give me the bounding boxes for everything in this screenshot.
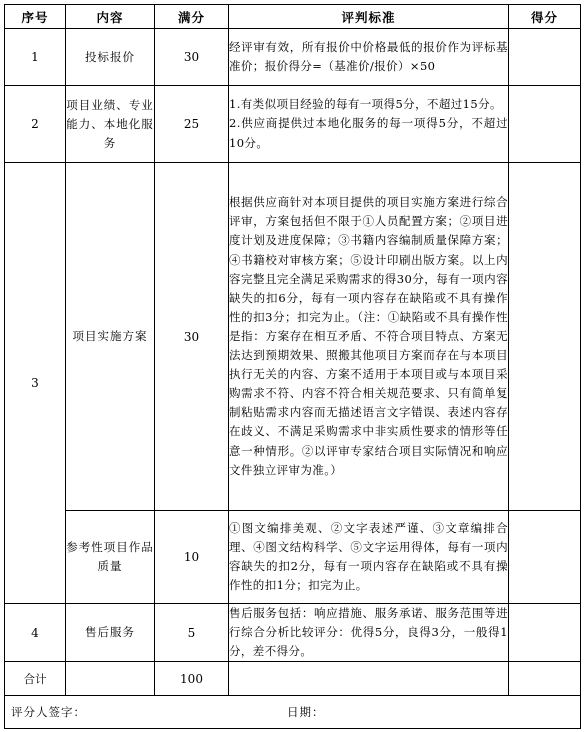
signature-row <box>5 696 581 729</box>
row-content: 项目业绩、专业能力、本地化服务 <box>66 86 155 163</box>
row-criteria: 售后服务包括：响应措施、服务承诺、服务范围等进行综合分析比较评分：优得5分，良得3分，一般得1分，差不得分。 <box>229 604 509 662</box>
row-content: 参考性项目作品质量 <box>66 511 155 604</box>
row-content: 项目实施方案 <box>66 163 155 511</box>
row-criteria <box>229 86 509 163</box>
row-full-score: 5 <box>155 604 229 662</box>
header-row <box>5 5 581 29</box>
total-score-cell[interactable] <box>509 662 581 696</box>
table-row <box>5 86 581 163</box>
row-criteria: ①图文编排美观、②文字表述严谨、③文章编排合理、④图文结构科学、⑤文字运用得体，每有一项内容缺失的扣2分，每有一项内容存在缺陷或不具有操作性的扣1分；扣完为止。 <box>229 511 509 604</box>
row-full-score: 30 <box>155 163 229 511</box>
row-content: 售后服务 <box>66 604 155 662</box>
row-no: 1 <box>5 29 66 86</box>
header-full-score: 满分 <box>155 5 229 29</box>
table-row <box>5 604 581 662</box>
row-no: 2 <box>5 86 66 163</box>
table-row <box>5 29 581 86</box>
row-score-cell[interactable] <box>509 29 581 86</box>
header-criteria: 评判标准 <box>229 5 509 29</box>
row-full-score: 10 <box>155 511 229 604</box>
scoring-table <box>4 4 581 729</box>
row-no: 4 <box>5 604 66 662</box>
row-criteria: 经评审有效，所有报价中价格最低的报价作为评标基准价；报价得分=（基准价/报价）×50 <box>229 29 509 86</box>
row-no: 3 <box>5 163 66 604</box>
row-score-cell[interactable] <box>509 86 581 163</box>
criteria-line: 1.有类似项目经验的每有一项得5分，不超过15分。 <box>229 97 502 112</box>
row-content: 投标报价 <box>66 29 155 86</box>
row-criteria: 根据供应商针对本项目提供的项目实施方案进行综合评审，方案包括但不限于①人员配置方案；②项目进度计划及进度保障；③书籍内容编制质量保障方案；④书籍校对审核方案；⑤设计印刷出版方案。以上内容完整且完全满足采购需求的得30分，每有一项内容缺失的扣6分，每有一项内容存在缺陷或不具有操作性的扣3分；扣完为止。（注：①缺陷或不具有操作性是指：方案存在相互矛盾、不符合项目特点、方案无法达到预期效果、照搬其他项目方案而存在与本项目执行无关的内容、方案不适用于本项目或与本项目采购需求不符、内容不符合相关规范要求、只有简单复制粘贴需求内容而无描述语言文字错误、表述内容存在歧义、不满足采购需求中非实质性要求的情形等任意一种情形。②以评审专家结合项目实际情况和响应文件独立评审为准。） <box>229 163 509 511</box>
header-score: 得分 <box>509 5 581 29</box>
row-full-score: 30 <box>155 29 229 86</box>
header-content: 内容 <box>66 5 155 29</box>
signature-label: 评分人签字： <box>11 705 86 720</box>
total-value: 100 <box>155 662 229 696</box>
total-row <box>5 662 581 696</box>
row-score-cell[interactable] <box>509 163 581 511</box>
row-score-cell[interactable] <box>509 511 581 604</box>
total-label: 合计 <box>5 662 66 696</box>
criteria-line: 2.供应商提供过本地化服务的每一项得5分，不超过10分。 <box>229 116 508 150</box>
row-full-score: 25 <box>155 86 229 163</box>
row-score-cell[interactable] <box>509 604 581 662</box>
date-label: 日期： <box>287 705 325 720</box>
header-no: 序号 <box>5 5 66 29</box>
table-row <box>5 163 581 511</box>
table-row <box>5 511 581 604</box>
